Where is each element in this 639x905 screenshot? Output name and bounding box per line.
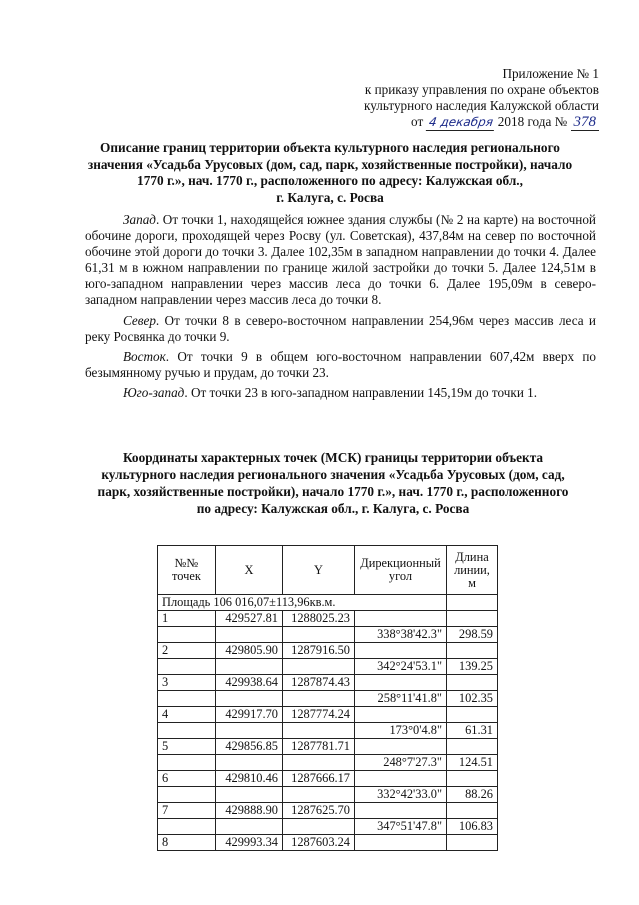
point-x: 429993.34 xyxy=(216,835,283,851)
point-num: 8 xyxy=(158,835,216,851)
empty-cell xyxy=(216,723,283,739)
empty-cell xyxy=(216,755,283,771)
empty-cell xyxy=(283,691,355,707)
area-row xyxy=(158,595,498,611)
empty-cell xyxy=(355,771,447,787)
segment-direction: 258°11'41.8" xyxy=(355,691,447,707)
southwest-label: Юго-запад xyxy=(123,384,185,400)
date-year: 2018 года № xyxy=(497,114,568,129)
empty-cell xyxy=(355,803,447,819)
handwritten-date: 4 декабря xyxy=(425,114,495,131)
point-x: 429917.70 xyxy=(216,707,283,723)
table-row xyxy=(158,739,498,755)
empty-cell xyxy=(447,739,498,755)
segment-length: 61.31 xyxy=(447,723,498,739)
empty-cell xyxy=(283,627,355,643)
empty-cell xyxy=(447,835,498,851)
southwest-text: . От точки 23 в юго-западном направлении 145,19м до точки 1. xyxy=(184,384,538,400)
point-y: 1287603.24 xyxy=(283,835,355,851)
header-direction: Дирекционный угол xyxy=(355,546,447,595)
empty-cell xyxy=(216,819,283,835)
empty-cell xyxy=(283,723,355,739)
segment-direction: 338°38'42.3" xyxy=(355,627,447,643)
point-x: 429527.81 xyxy=(216,611,283,627)
date-prefix: от xyxy=(411,114,424,129)
north-label: Север xyxy=(123,312,156,328)
segment-length: 139.25 xyxy=(447,659,498,675)
segment-row xyxy=(158,819,498,835)
table-row xyxy=(158,643,498,659)
west-text: . От точки 1, находящейся южнее здания службы (№ 2 на карте) на восточной обочине дороги, проходящей через Росву (ул. Советская), 437,84м на север по восточной обочине этой дороги до точки 3. Далее 102,35м в западном направлении до точки 4. Далее 61,31 м в южном направлении по границе жилой застройки до точки 5. Далее 124,51м в юго-западном направлении через массив леса до точки 6. Далее 195,09м в северо-западном направлении через массив леса до точки 8. xyxy=(85,212,596,308)
point-x: 429856.85 xyxy=(216,739,283,755)
table-row xyxy=(158,803,498,819)
segment-direction: 342°24'53.1" xyxy=(355,659,447,675)
coordinates-title xyxy=(78,449,588,517)
east-label: Восток xyxy=(123,348,166,364)
north-text: . От точки 8 в северо-восточном направлении 254,96м через массив леса и реку Росвянка до точки 9. xyxy=(85,312,596,344)
handwritten-order-number: 378 xyxy=(571,114,600,131)
empty-cell xyxy=(283,819,355,835)
point-num: 2 xyxy=(158,643,216,659)
point-num: 4 xyxy=(158,707,216,723)
empty-cell xyxy=(216,691,283,707)
point-y: 1287774.24 xyxy=(283,707,355,723)
title-line: г. Калуга, с. Росва xyxy=(276,189,384,205)
segment-row xyxy=(158,755,498,771)
empty-cell xyxy=(447,707,498,723)
empty-cell xyxy=(447,643,498,659)
header-y: Y xyxy=(283,546,355,595)
point-num: 1 xyxy=(158,611,216,627)
segment-direction: 332°42'33.0" xyxy=(355,787,447,803)
empty-cell xyxy=(158,787,216,803)
order-date-line xyxy=(309,114,599,131)
north-paragraph xyxy=(85,313,596,345)
point-num: 5 xyxy=(158,739,216,755)
empty-cell xyxy=(447,803,498,819)
point-x: 429810.46 xyxy=(216,771,283,787)
empty-cell xyxy=(158,659,216,675)
empty-cell xyxy=(447,675,498,691)
west-label: Запад xyxy=(123,212,156,227)
east-text: . От точки 9 в общем юго-восточном направлении 607,42м вверх по безымянному ручью и прудам, до точки 23. xyxy=(85,348,596,380)
header-x: X xyxy=(216,546,283,595)
segment-row xyxy=(158,659,498,675)
order-reference: к приказу управления по охране объектов xyxy=(364,82,599,97)
appendix-header xyxy=(309,66,599,131)
authority-name: культурного наследия Калужской области xyxy=(364,98,599,113)
table-row xyxy=(158,835,498,851)
empty-cell xyxy=(216,787,283,803)
table-header-row xyxy=(158,546,498,595)
empty-cell xyxy=(283,659,355,675)
segment-length: 106.83 xyxy=(447,819,498,835)
title-line: значения «Усадьба Урусовых (дом, сад, парк, хозяйственные постройки), начало xyxy=(87,156,573,172)
document-title xyxy=(70,140,590,206)
boundary-description xyxy=(85,212,596,405)
empty-cell xyxy=(158,723,216,739)
southwest-paragraph xyxy=(85,385,596,401)
west-paragraph xyxy=(85,212,596,309)
coordinates-table xyxy=(157,545,498,851)
segment-direction: 173°0'4.8" xyxy=(355,723,447,739)
segment-row xyxy=(158,787,498,803)
coords-title-line: Координаты характерных точек (МСК) границы территории объекта xyxy=(122,450,544,465)
coords-title-line: по адресу: Калужская обл., г. Калуга, с. Росва xyxy=(196,501,470,516)
point-x: 429888.90 xyxy=(216,803,283,819)
point-y: 1287916.50 xyxy=(283,643,355,659)
point-y: 1288025.23 xyxy=(283,611,355,627)
title-line: Описание границ территории объекта культурного наследия регионального xyxy=(100,140,560,155)
area-cell: Площадь 106 016,07±113,96кв.м. xyxy=(158,595,447,611)
empty-cell xyxy=(355,835,447,851)
east-paragraph xyxy=(85,349,596,381)
point-num: 3 xyxy=(158,675,216,691)
appendix-label: Приложение № 1 xyxy=(502,66,599,81)
segment-length: 298.59 xyxy=(447,627,498,643)
empty-cell xyxy=(355,739,447,755)
table-row xyxy=(158,611,498,627)
segment-row xyxy=(158,627,498,643)
point-y: 1287625.70 xyxy=(283,803,355,819)
empty-cell xyxy=(216,627,283,643)
empty-cell xyxy=(355,611,447,627)
empty-cell xyxy=(158,755,216,771)
point-x: 429805.90 xyxy=(216,643,283,659)
table-row xyxy=(158,675,498,691)
empty-cell xyxy=(158,819,216,835)
segment-length: 124.51 xyxy=(447,755,498,771)
table-row xyxy=(158,707,498,723)
header-length: Длина линии, м xyxy=(447,546,498,595)
table-row xyxy=(158,771,498,787)
coords-title-line: культурного наследия регионального значения «Усадьба Урусовых (дом, сад, xyxy=(101,467,565,482)
title-line: 1770 г.», нач. 1770 г., расположенного по адресу: Калужская обл., xyxy=(137,173,523,188)
point-num: 7 xyxy=(158,803,216,819)
empty-cell xyxy=(355,643,447,659)
segment-direction: 248°7'27.3" xyxy=(355,755,447,771)
empty-cell xyxy=(447,611,498,627)
empty-cell xyxy=(158,691,216,707)
point-num: 6 xyxy=(158,771,216,787)
empty-cell xyxy=(355,707,447,723)
empty-cell xyxy=(283,755,355,771)
point-y: 1287666.17 xyxy=(283,771,355,787)
point-y: 1287781.71 xyxy=(283,739,355,755)
header-points: №№ точек xyxy=(158,546,216,595)
point-y: 1287874.43 xyxy=(283,675,355,691)
empty-cell xyxy=(216,659,283,675)
empty-cell xyxy=(355,675,447,691)
empty-cell xyxy=(447,595,498,611)
point-x: 429938.64 xyxy=(216,675,283,691)
empty-cell xyxy=(158,627,216,643)
coords-title-line: парк, хозяйственные постройки), начало 1770 г.», нач. 1770 г., расположенного xyxy=(97,484,569,499)
empty-cell xyxy=(283,787,355,803)
empty-cell xyxy=(447,771,498,787)
segment-direction: 347°51'47.8" xyxy=(355,819,447,835)
segment-row xyxy=(158,691,498,707)
segment-length: 102.35 xyxy=(447,691,498,707)
segment-row xyxy=(158,723,498,739)
segment-length: 88.26 xyxy=(447,787,498,803)
